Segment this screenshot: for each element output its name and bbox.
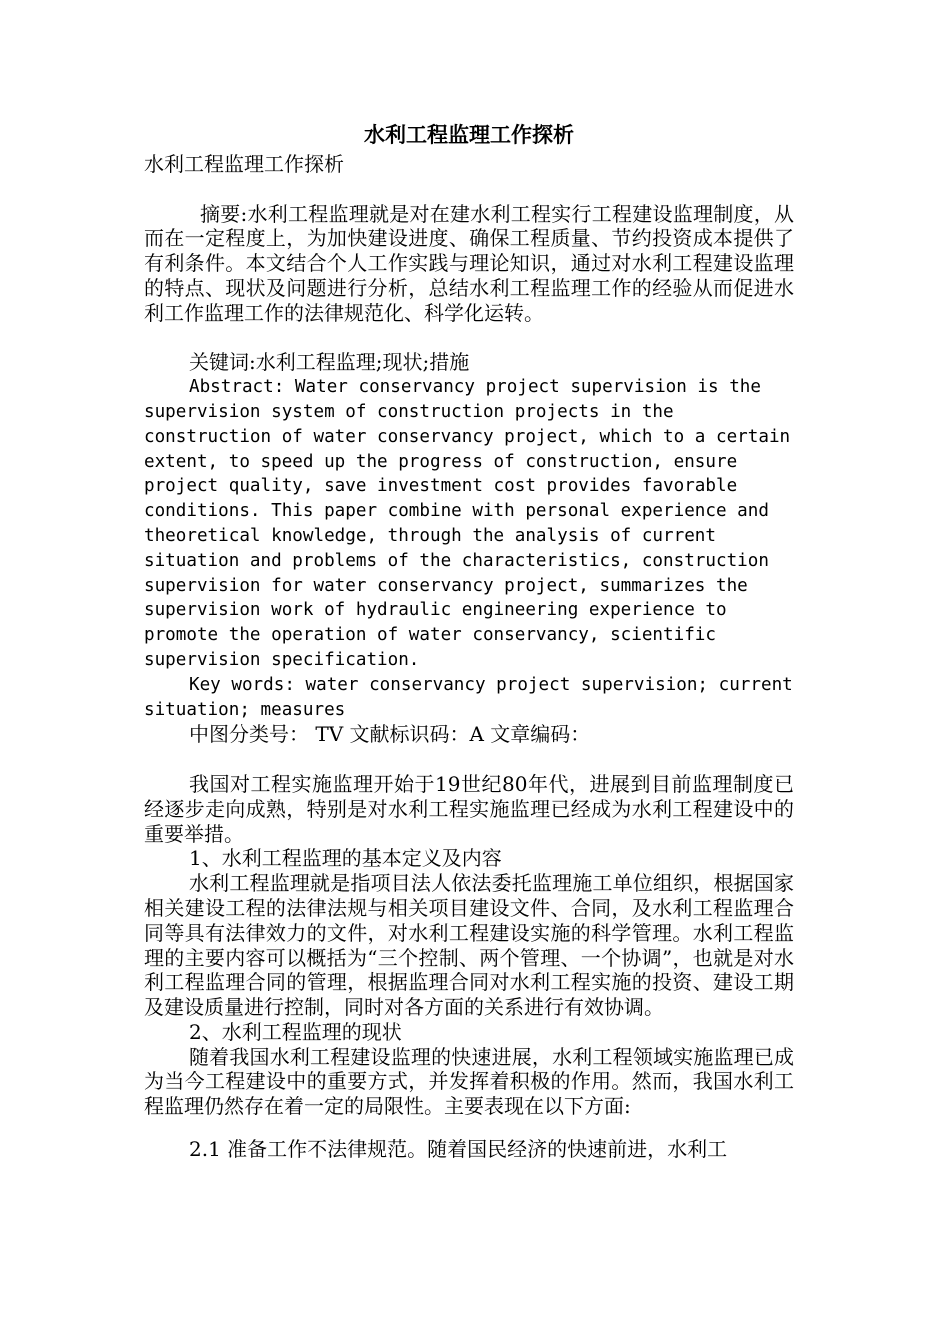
classification-line: 中图分类号： TV 文献标识码：A 文章编码：	[189, 722, 591, 747]
subtitle: 水利工程监理工作探析	[144, 152, 344, 176]
section1-body: 水利工程监理就是指项目法人依法委托监理施工单位组织，根据国家相关建设工程的法律法规与相关项目建设文件、合同，及水利工程监理合同等具有法律效力的文件，对水利工程建设实施的科学管理。水利工程监理的主要内容可以概括为“三个控制、两个管理、一个协调”，也就是对水利工程监理合同的管理，根据监理合同对水利工程实施的投资、建设工期及建设质量进行控制，同时对各方面的关系进行有效协调。	[144, 871, 794, 1020]
section1-heading: 1、水利工程监理的基本定义及内容	[189, 846, 502, 871]
keywords-cn: 关键词:水利工程监理;现状;措施	[189, 350, 470, 375]
keywords-en: Key words: water conservancy project supervision; current situation; measures	[144, 674, 793, 720]
abstract-en: Abstract: Water conservancy project supervision is the supervision system of construction projects in the construction of water conservancy project, which to a certain extent, to speed up the progress of construction, ensure project quality, save investment cost provides favorable conditions. This paper combine with personal experience and theoretical knowledge, through the analysis of current situation and problems of the characteristics, construction supervision for water conservancy project, summarizes the supervision work of hydraulic engineering experience to promote the operation of water conservancy, scientific supervision specification.	[144, 377, 791, 670]
abstract-cn: 摘要:水利工程监理就是对在建水利工程实行工程建设监理制度，从而在一定程度上，为加快建设进度、确保工程质量、节约投资成本提供了有利条件。本文结合个人工作实践与理论知识，通过对水利工程建设监理的特点、现状及问题进行分析，总结水利工程监理工作的经验从而促进水利工作监理工作的法律规范化、科学化运转。	[144, 201, 794, 325]
section2-body: 随着我国水利工程建设监理的快速进展，水利工程领域实施监理已成为当今工程建设中的重要方式，并发挥着积极的作用。然而，我国水利工程监理仍然存在着一定的局限性。主要表现在以下方面:	[144, 1044, 794, 1119]
document-page	[144, 118, 794, 1162]
section2-heading: 2、水利工程监理的现状	[189, 1019, 402, 1044]
intro-paragraph: 我国对工程实施监理开始于19世纪80年代，进展到目前监理制度已经逐步走向成熟，特别是对水利工程实施监理已经成为水利工程建设中的重要举措。	[144, 771, 794, 846]
document-title: 水利工程监理工作探析	[364, 123, 574, 147]
section2-1-paragraph: 2.1 准备工作不法律规范。随着国民经济的快速前进，水利工	[189, 1137, 728, 1162]
